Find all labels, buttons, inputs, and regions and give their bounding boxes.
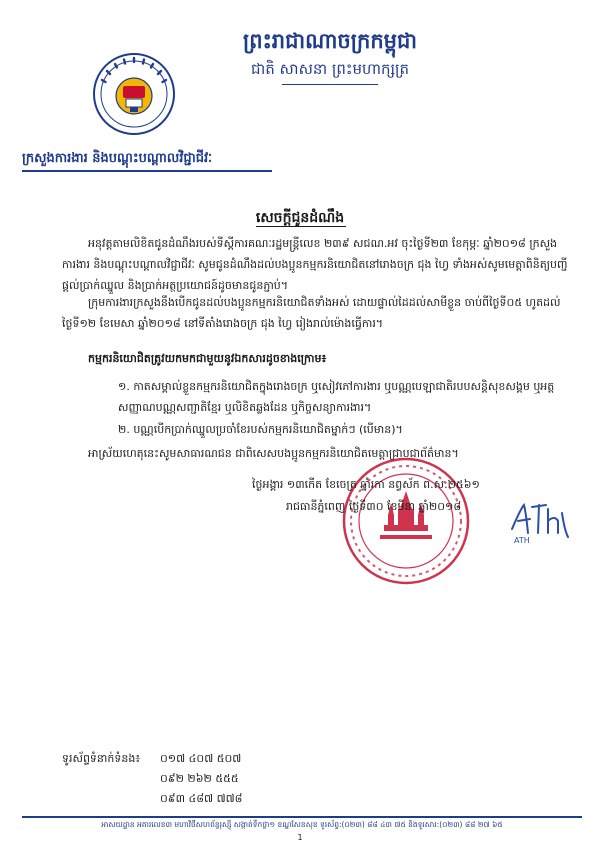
solar-date: រាជធានីភ្នំពេញ ថ្ងៃទី៣០ ខែមីនា ឆ្នាំ២០១៨ [286, 500, 462, 513]
requirement-item: ២. បណ្ណបើកប្រាក់ឈ្នួលប្រចាំខែរបស់កម្មករនិយោជិតម្នាក់ៗ (បើមាន)។ [118, 423, 403, 436]
kingdom-title: ព្រះរាជាណាចក្រកម្ពុជា [242, 29, 417, 53]
national-motto: ជាតិ សាសនា ព្រះមហាក្សត្រ [250, 60, 410, 78]
contact-phone: ០១៧ ៤០៧ ៥០៧ [160, 752, 242, 765]
ministry-logo-icon [92, 52, 176, 136]
ministry-underline [22, 170, 272, 172]
lunar-date: ថ្ងៃអង្គារ ១៣កើត ខែចេត្រ ឆ្នាំរកា នព្វស័ក ព.ស.២៥៦១ [252, 478, 480, 491]
contact-phone: ០៩២ ២៦២ ៥៥៥ [160, 772, 239, 785]
contact-label: ទូរស័ព្ទទំនាក់ទំនង៖ [62, 752, 141, 765]
page-number: 1 [297, 833, 303, 842]
official-stamp-icon [340, 455, 472, 587]
signature-icon [508, 493, 572, 545]
paragraph-2: ក្រុមការងារក្រសួងនឹងបើកជូនដល់បងប្អូនកម្មករនិយោជិតទាំងអស់ ដោយផ្ទាល់ដៃដល់សាមីខ្លួន ចាប់ពីថ្ងៃទី០៥ ហូតដល់ ថ្ងៃទី១២ ខែមេសា ឆ្នាំ២០១៨ នៅទីតាំងរោងចក្រ ជុង ហ្វៃ រៀងរាល់ម៉ោងធ្វើការ។ [62, 296, 561, 330]
signature-initials: ATH [514, 536, 530, 545]
motto-divider [282, 84, 378, 85]
requirement-item: ១. កាតសម្គាល់ខ្លួនកម្មករនិយោជិតក្នុងរោងចក្រ ឬសៀវភៅការងារ ឬបណ្ណបេឡាជាតិរបបសន្តិសុខសង្គម ឬអត្តសញ្ញាណបណ្ណសញ្ជាតិខ្មែរ ឬលិខិតឆ្លងដែន ឬកិច្ចសន្យាការងារ។ [118, 380, 555, 414]
requirements-heading: កម្មករនិយោជិតត្រូវយកមកជាមួយនូវឯកសារដូចខាងក្រោម៖ [88, 352, 327, 365]
paragraph-1: អនុវត្តតាមលិខិតជូនដំណឹងរបស់ទីស្តីការគណៈរដ្ឋមន្ត្រីលេខ ២៣៩ សជណ.អវ ចុះថ្ងៃទី២៣ ខែកុម្ភៈ ឆ្នាំ២០១៨ ក្រសួងការងារ និងបណ្តុះបណ្តាលវិជ្ជាជីវៈ សូមជូនដំណឹងដល់បងប្អូនកម្មករនិយោជិតនៅរោងចក្រ ជុង ហ្វៃ ទាំងអស់សូមមេត្តាពិនិត្យបញ្ជីផ្តល់ប្រាក់ឈ្នួល និងប្រាក់អត្ថប្រយោជន៍ដូចមានជូនភ្ជាប់។ [62, 237, 568, 292]
ministry-name: ក្រសួងការងារ និងបណ្តុះបណ្តាលវិជ្ជាជីវៈ [22, 151, 213, 166]
document-title: សេចក្តីជូនដំណឹង [255, 210, 345, 226]
footer-address: អាសយដ្ឋាន អគារលេខ៣ មហាវិថីសហព័ន្ធរុស្ស៊ី សង្កាត់ទឹកថ្លា១ ខណ្ឌសែនសុខ ទូរស័ព្ទ:(០២៣) ៨៨ ៤៣ ៧៥ និងទូរសារ:(០២៣) ៨៨ ២៧ ៦៥ [101, 820, 503, 829]
title-underline [256, 226, 346, 227]
closing-statement: អាស្រ័យហេតុនេះសូមសាធារណជន ជាពិសេសបងប្អូនកម្មករនិយោជិតមេត្តាជ្រាបជាព័ត៌មាន។ [88, 447, 459, 460]
footer-divider [22, 816, 582, 818]
contact-phone: ០៩៣ ៤៨៧ ៧៧៨ [160, 792, 243, 805]
